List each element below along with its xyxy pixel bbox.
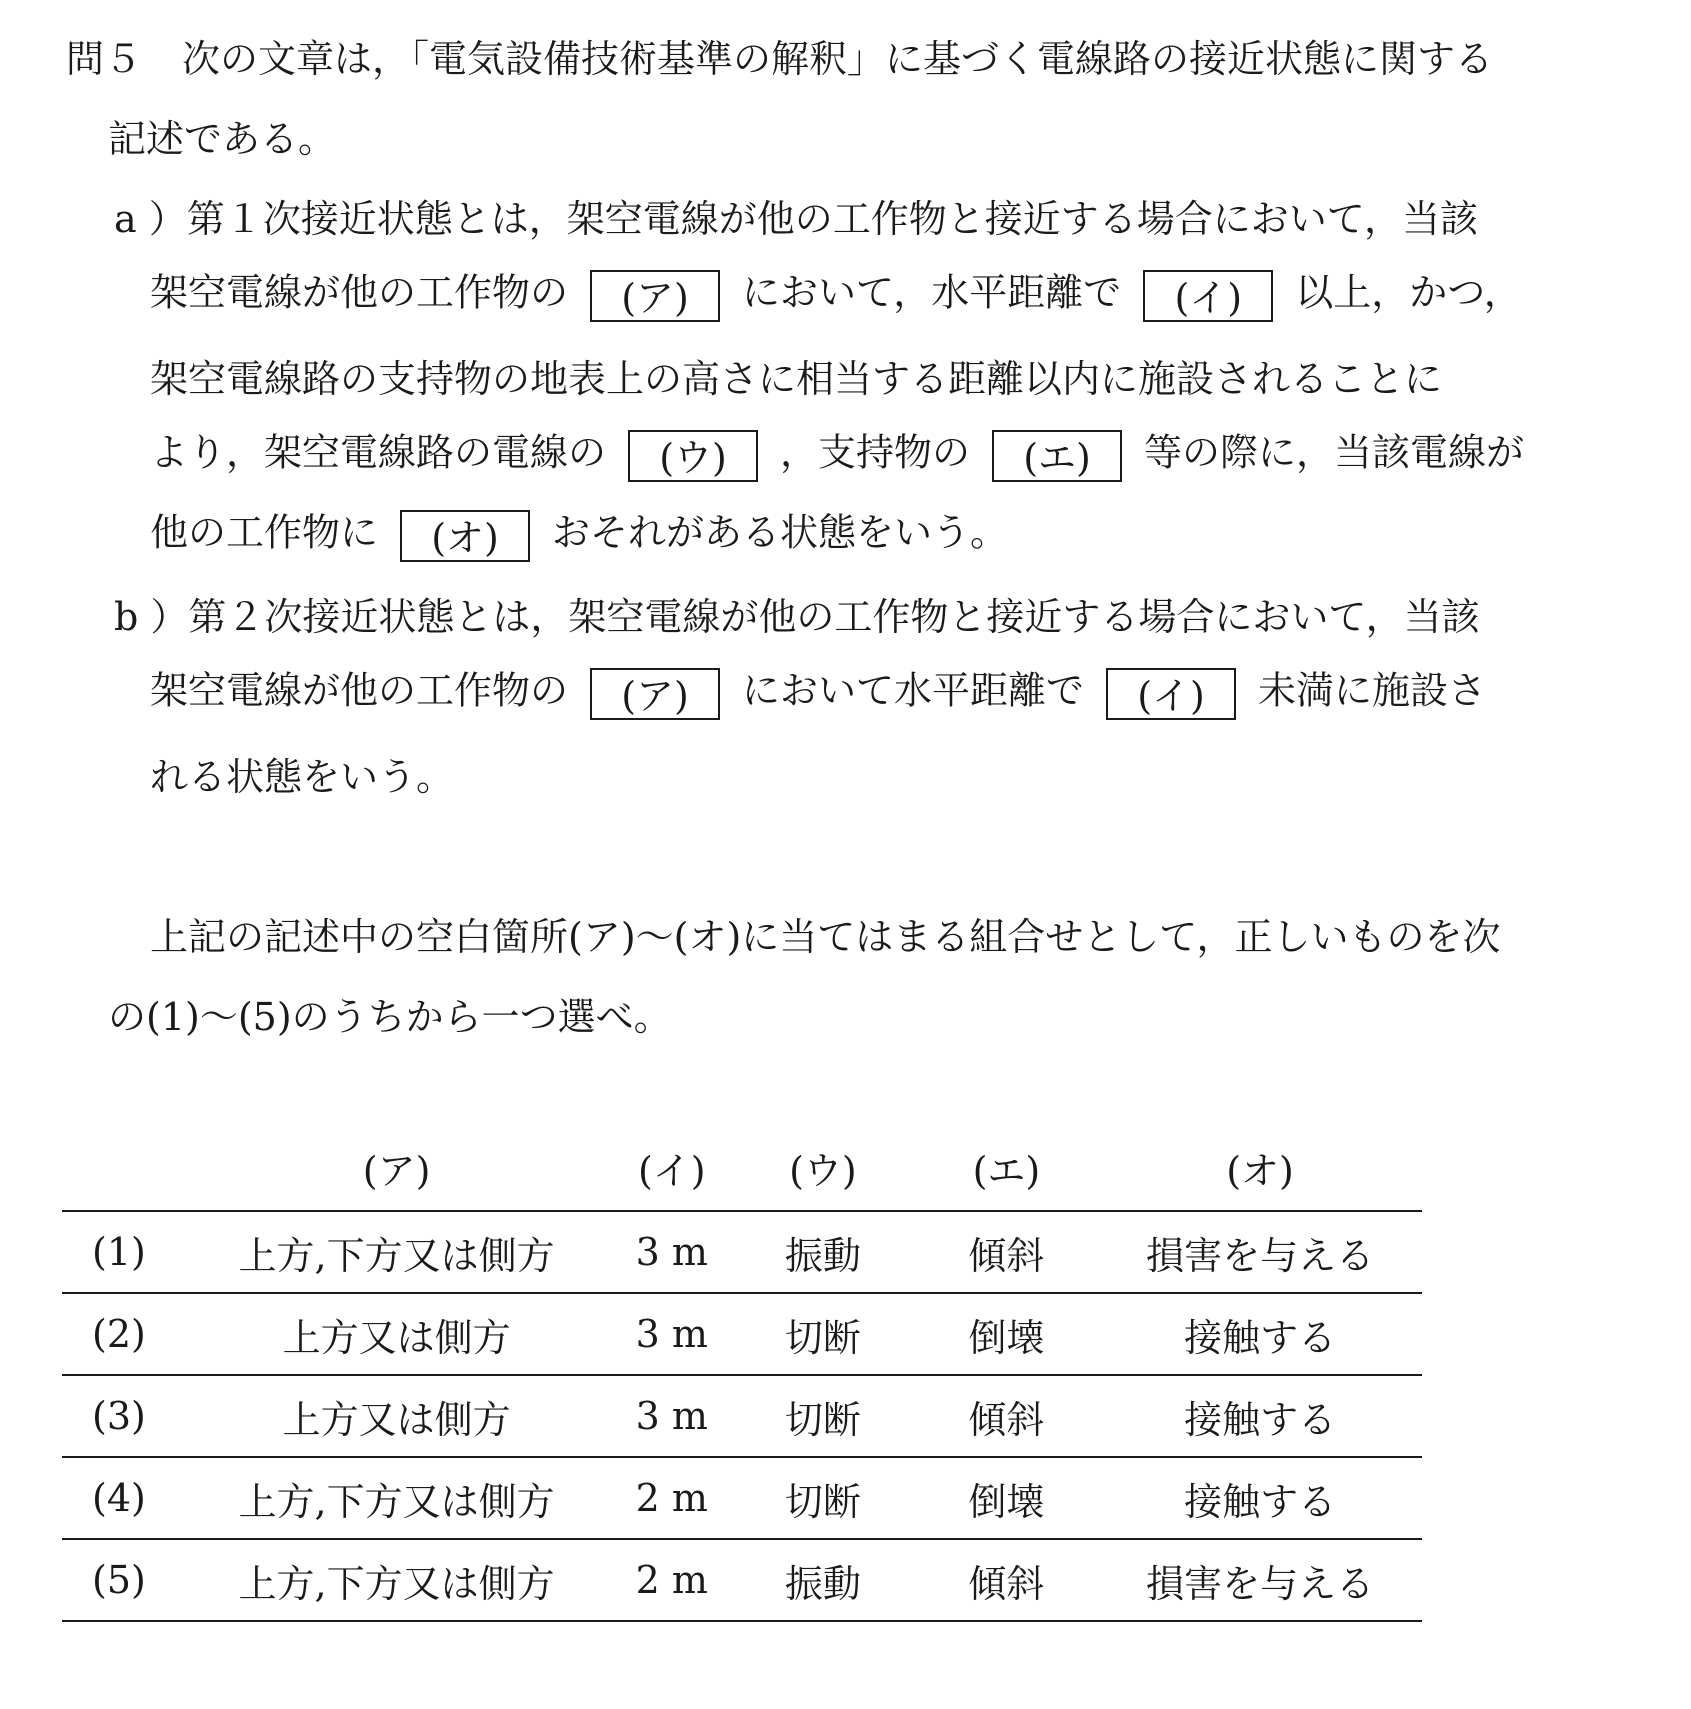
choice-cell-i: 2 m [612,1539,731,1621]
item-b-marker: b ） [114,595,189,639]
choice-cell-o: 接触する [1098,1375,1422,1457]
item-a-line-1 [114,197,1478,241]
choice-cell-a: 上方又は側方 [181,1375,613,1457]
table-row [62,1457,1422,1539]
choice-cell-i: 2 m [612,1457,731,1539]
blank-o-box: (オ) [400,510,530,562]
choice-cell-i: 3 m [612,1293,731,1375]
table-row [62,1211,1422,1293]
item-b-text-2-mid: において水平距離で [742,668,1085,713]
table-row [62,1539,1422,1621]
choice-cell-e: 倒壊 [915,1457,1098,1539]
item-b-line-3: れる状態をいう。 [150,755,455,799]
question-number: 問５ [66,37,143,81]
choice-number: (2) [62,1293,181,1375]
item-a-line-5 [150,510,1008,562]
table-row [62,1375,1422,1457]
table-header-o: (オ) [1226,1149,1294,1193]
choice-number: (4) [62,1457,181,1539]
item-a-text-4-post: 等の際に，当該電線が [1144,430,1525,475]
instruction-line-1: 上記の記述中の空白箇所(ア)～(オ)に当てはまる組合せとして，正しいものを次 [150,915,1501,959]
question-intro-1: 次の文章は，「電気設備技術基準の解釈」に基づく電線路の接近状態に関する [182,37,1494,81]
choice-cell-u: 振動 [731,1539,914,1621]
item-a-marker: a ） [114,197,187,241]
instruction-line-2: の(1)～(5)のうちから一つ選べ。 [108,995,672,1039]
item-a-text-5-pre: 他の工作物に [150,510,379,555]
table-header-num [62,1140,181,1211]
item-a-text-5-post: おそれがある状態をいう。 [552,510,1009,555]
choice-cell-u: 切断 [731,1293,914,1375]
item-a-text-1: 第１次接近状態とは，架空電線が他の工作物と接近する場合において，当該 [186,197,1478,241]
choice-cell-a: 上方又は側方 [181,1293,613,1375]
blank-i-box: (イ) [1143,270,1273,322]
choice-cell-a: 上方,下方又は側方 [181,1539,613,1621]
choice-cell-o: 損害を与える [1098,1539,1422,1621]
item-a-line-3: 架空電線路の支持物の地表上の高さに相当する距離以内に施設されることに [150,357,1443,401]
answer-choices-table [62,1140,1422,1622]
blank-e-box: (エ) [992,430,1122,482]
choice-number: (1) [62,1211,181,1293]
choice-number: (5) [62,1539,181,1621]
blank-i-box-b: (イ) [1106,668,1236,720]
blank-a-box-b: (ア) [590,668,720,720]
table-header-u: (ウ) [789,1149,857,1193]
choice-cell-o: 接触する [1098,1457,1422,1539]
choice-cell-e: 傾斜 [915,1375,1098,1457]
choice-cell-a: 上方,下方又は側方 [181,1211,613,1293]
item-a-text-2-pre: 架空電線が他の工作物の [150,270,569,315]
choice-number: (3) [62,1375,181,1457]
item-a-line-2 [150,270,1522,322]
item-b-text-2-post: 未満に施設さ [1258,668,1487,713]
table-header-e: (エ) [972,1149,1041,1193]
choice-cell-o: 接触する [1098,1293,1422,1375]
question-intro-2: 記述である。 [108,117,337,161]
item-a-line-4 [150,430,1524,482]
table-header-i: (イ) [637,1149,706,1193]
item-b-line-1 [114,595,1480,639]
item-b-text-1: 第２次接近状態とは，架空電線が他の工作物と接近する場合において，当該 [188,595,1480,639]
item-a-text-4-mid: ，支持物の [780,430,971,475]
item-b-text-2-pre: 架空電線が他の工作物の [150,668,569,713]
choice-cell-e: 傾斜 [915,1211,1098,1293]
table-row [62,1293,1422,1375]
choice-cell-i: 3 m [612,1375,731,1457]
blank-u-box: (ウ) [628,430,758,482]
choice-cell-e: 倒壊 [915,1293,1098,1375]
choice-cell-u: 切断 [731,1457,914,1539]
choice-cell-i: 3 m [612,1211,731,1293]
choice-cell-a: 上方,下方又は側方 [181,1457,613,1539]
table-header-row [62,1140,1422,1211]
choice-cell-o: 損害を与える [1098,1211,1422,1293]
item-a-text-2-mid: において，水平距離で [742,270,1122,315]
table-header-a: (ア) [362,1149,431,1193]
item-b-line-2 [150,668,1486,720]
item-a-text-4-pre: より，架空電線路の電線の [150,430,607,475]
choice-cell-e: 傾斜 [915,1539,1098,1621]
question-line-1 [66,37,1494,81]
choice-cell-u: 振動 [731,1211,914,1293]
choice-cell-u: 切断 [731,1375,914,1457]
item-a-text-2-post: 以上，かつ， [1295,270,1522,315]
blank-a-box: (ア) [590,270,720,322]
